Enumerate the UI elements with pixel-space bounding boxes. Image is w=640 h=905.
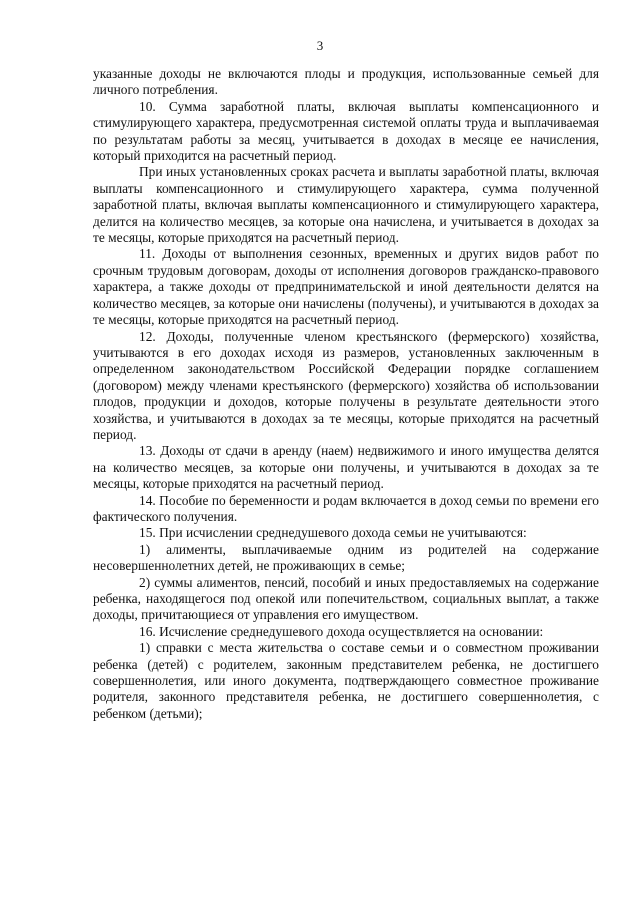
paragraph-item-14: 14. Пособие по беременности и родам включается в доход семьи по времени его фактического получения.	[93, 492, 599, 524]
paragraph-item-16-sub-1: 1) справки с места жительства о составе семьи и о совместном проживании ребенка (детей) с родителем, законным представителем ребенка, не достигшего совершеннолетия, или иного документа, подтверждающего совместное проживание родителя, законного представителя ребенка, не достигшего совершеннолетия, с ребенком (детьми);	[93, 640, 599, 721]
paragraph-item-15-sub-1: 1) алименты, выплачиваемые одним из родителей на содержание несовершеннолетних детей, не проживающих в семье;	[93, 541, 599, 574]
paragraph-item-13: 13. Доходы от сдачи в аренду (наем) недвижимого и иного имущества делятся на количество месяцев, за которые они получены, и учитываются в доходах за те месяцы, которые приходятся на расчетный период.	[93, 443, 599, 492]
paragraph-item-12: 12. Доходы, полученные членом крестьянского (фермерского) хозяйства, учитываются в его доходах исходя из размеров, установленных заключенным в определенном законодательством Российской Федерации порядке соглашением (договором) между членами крестьянского (фермерского) хозяйства об использовании плодов, продукции и доходов, которые получены в результате деятельности этого хозяйства, и учитываются в доходах за те месяцы, которые приходятся на расчетный период.	[93, 328, 599, 442]
paragraph-continuation: указанные доходы не включаются плоды и продукция, использованные семьей для личного потребления.	[93, 66, 599, 98]
paragraph-item-15: 15. При исчислении среднедушевого дохода семьи не учитываются:	[139, 525, 527, 541]
paragraph-item-10-other-terms: При иных установленных сроках расчета и выплаты заработной платы, включая выплаты компенсационного и стимулирующего характера, сумма полученной заработной платы, включая выплаты компенсационного и стимулирующего характера, делится на количество месяцев, за которые она начислена, и учитывается в доходах за те месяцы, которые приходятся на расчетный период.	[93, 164, 599, 246]
paragraph-item-16: 16. Исчисление среднедушевого дохода осуществляется на основании:	[139, 623, 544, 639]
document-body	[93, 66, 599, 722]
paragraph-item-10: 10. Сумма заработной платы, включая выплаты компенсационного и стимулирующего характера, предусмотренная системой оплаты труда и выплачиваемая по результатам работы за месяц, учитывается в доходах в месяце ее начисления, который приходится на расчетный период.	[93, 98, 599, 164]
paragraph-item-11: 11. Доходы от выполнения сезонных, временных и других видов работ по срочным трудовым договорам, доходы от исполнения договоров гражданско-правового характера, а также доходы от предпринимательской и иной деятельности делятся на количество месяцев, за которые они начислены (получены), и учитываются в доходах за те месяцы, которые приходятся на расчетный период.	[93, 246, 599, 328]
page-number: 3	[316, 38, 324, 53]
paragraph-item-15-sub-2: 2) суммы алиментов, пенсий, пособий и иных предоставляемых на содержание ребенка, находящегося под опекой или попечительством, социальных выплат, а также доходы, причитающиеся от управления его имуществом.	[93, 574, 599, 623]
